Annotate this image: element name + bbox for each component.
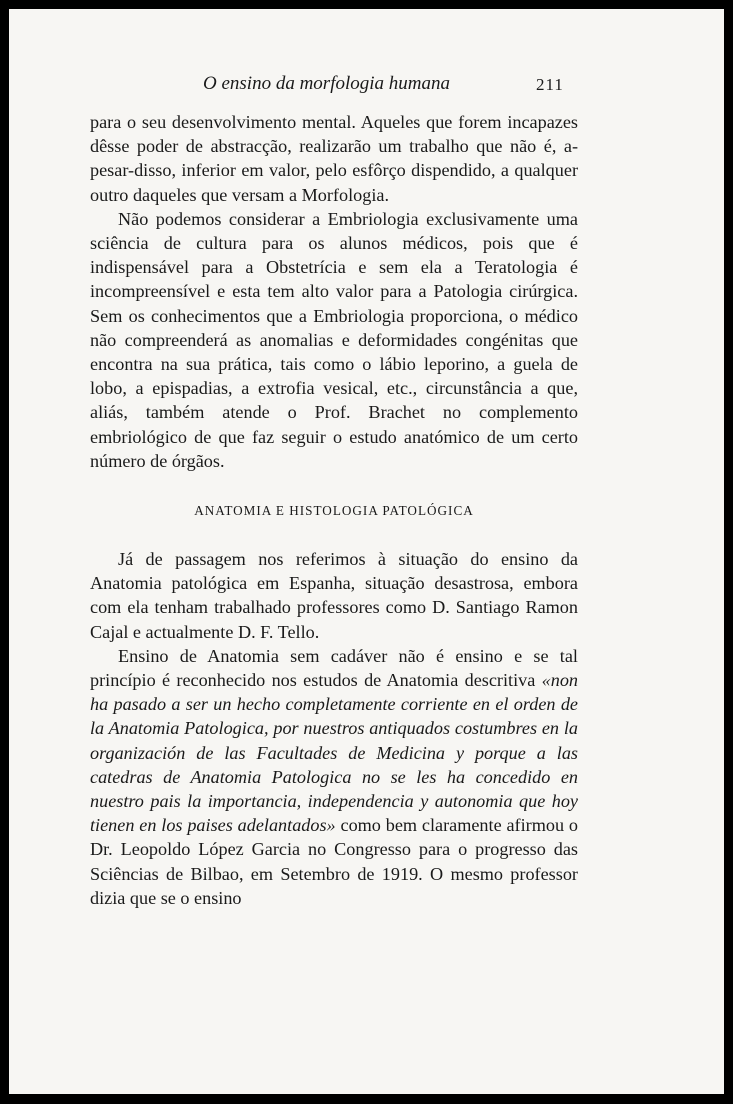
paragraph-2: Não podemos considerar a Embriologia exclusivamente uma sciência de cultura para os alunos médicos, pois que é indispensável para a Obstetrícia e sem ela a Teratologia é incompreensível e esta tem alto valor para a Patologia cirúrgica. Sem os conhecimentos que a Embriologia proporciona, o médico não compreenderá as anomalias e deformidades congénitas que encontra na sua prática, tais como o lábio leporino, a guela de lobo, a epispadias, a extrofia vesical, etc., circunstância a que, aliás, também atende o Prof. Brachet no complemento embriológico de que faz seguir o estudo anatómico de um certo número de órgãos.: [90, 208, 578, 471]
section-heading: ANATOMIA E HISTOLOGIA PATOLÓGICA: [194, 503, 474, 519]
paragraph-4-start: Ensino de Anatomia sem cadáver não é ensino e se tal princípio é reconhecido nos estudos de Anatomia descritiva: [90, 645, 578, 691]
spanish-quotation: «non ha pasado a ser un hecho completamente corriente en el orden de la Anatomia Patologica, por nuestros antiquados costumbres en la organización de las Facultades de Medicina y porque a las catedras de Anatomia Patologica no se les ha concedido en nuestro pais la importancia, independencia y autonomia que hoy tienen en los paises adelantados»: [90, 670, 578, 836]
paragraph-4: [90, 644, 578, 910]
document-page: [9, 9, 724, 1094]
page-header: [9, 73, 724, 99]
paragraph-4-end: como bem claramente afirmou o Dr. Leopoldo López Garcia no Congresso para o progresso das Sciências de Bilbao, em Setembro de 1919. O mesmo professor dizia que se o ensino: [90, 815, 578, 908]
paragraph-1: para o seu desenvolvimento mental. Aqueles que forem incapazes dêsse poder de abstracção, realizarão um trabalho que não é, a-pesar-disso, inferior em valor, pelo esfôrço dispendido, a qualquer outro daqueles que versam a Morfologia.: [90, 112, 578, 205]
section-body: [90, 547, 578, 910]
body-text: [90, 110, 578, 910]
paragraph-3: Já de passagem nos referimos à situação do ensino da Anatomia patológica em Espanha, situação desastrosa, embora com ela tenham trabalhado professores como D. Santiago Ramon Cajal e actualmente D. F. Tello.: [90, 549, 578, 642]
page-number: 211: [536, 75, 564, 94]
running-title: O ensino da morfologia humana: [203, 73, 450, 94]
